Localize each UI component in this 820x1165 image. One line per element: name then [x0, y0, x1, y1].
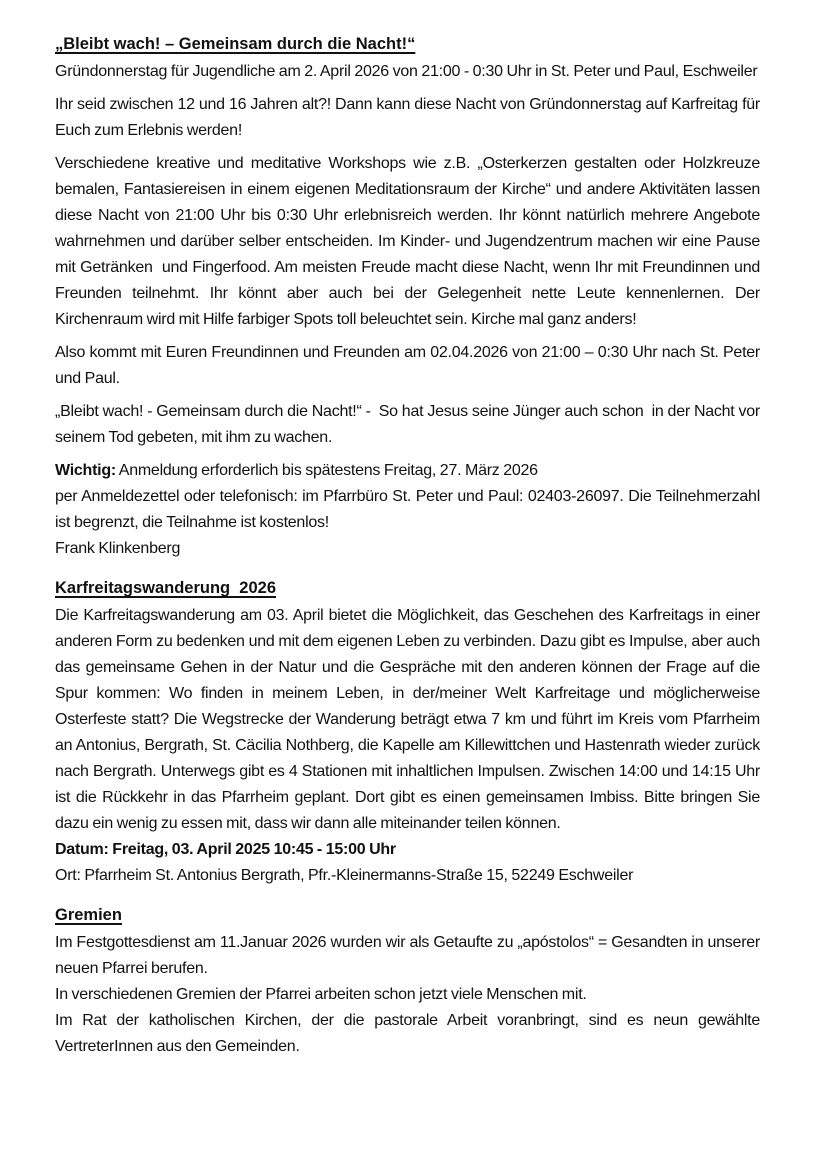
section-gremien: [55, 902, 764, 1060]
heading-karfreitagswanderung: Karfreitagswanderung 2026: [55, 579, 276, 597]
heading-gremien: Gremien: [55, 906, 122, 924]
section-karfreitagswanderung: [55, 575, 764, 889]
paragraph-festgottesdienst: Im Festgottesdienst am 11.Januar 2026 wurden wir als Getaufte zu „apóstolos“ = Gesandten in unserer neuen Pfarrei berufen.: [55, 934, 764, 977]
paragraph-also-kommt: Also kommt mit Euren Freundinnen und Freunden am 02.04.2026 von 21:00 – 0:30 Uhr nach St. Peter und Paul.: [55, 344, 764, 387]
paragraph-workshops: Verschiedene kreative und meditative Workshops wie z.B. „Osterkerzen gestalten oder Holzkreuze bemalen, Fantasiereisen in einem eigenen Meditationsraum der Kirche“ und andere Aktivitäten lassen diese Nacht von 21:00 Uhr bis 0:30 Uhr erlebnisreich werden. Ihr könnt natürlich mehrere Angebote wahrnehmen und darüber selber entscheiden. Im Kinder- und Jugendzentrum machen wir eine Pause mit Getränken und Fingerfood. Am meisten Freude macht diese Nacht, wenn Ihr mit Freundinnen und Freunden teilnehmt. Ihr könnt aber auch bei der Gelegenheit nette Leute kennenlernen. Der Kirchenraum wird mit Hilfe farbiger Spots toll beleuchtet sein. Kirche mal ganz anders!: [55, 155, 764, 328]
paragraph-rat-kirchen: Im Rat der katholischen Kirchen, der die pastorale Arbeit voranbringt, sind es neun gewählte VertreterInnen aus den Gemeinden.: [55, 1012, 764, 1055]
paragraph-jesus-quote: „Bleibt wach! - Gemeinsam durch die Nacht!“ - So hat Jesus seine Jünger auch schon in der Nacht vor seinem Tod gebeten, mit ihm zu wachen.: [55, 403, 764, 446]
paragraph-event-intro: Gründonnerstag für Jugendliche am 2. April 2026 von 21:00 - 0:30 Uhr in St. Peter und Paul, Eschweiler: [55, 63, 758, 80]
paragraph-ort: Ort: Pfarrheim St. Antonius Bergrath, Pfr.-Kleinermanns-Straße 15, 52249 Eschweiler: [55, 867, 634, 884]
paragraph-datum: Datum: Freitag, 03. April 2025 10:45 - 15:00 Uhr: [55, 841, 396, 858]
paragraph-wanderung-main: Die Karfreitagswanderung am 03. April bietet die Möglichkeit, das Geschehen des Karfreitags in einer anderen Form zu bedenken und mit dem eigenen Leben zu verbinden. Dazu gibt es Impulse, aber auch das gemeinsame Gehen in der Natur und die Gespräche mit den anderen können der Frage auf die Spur kommen: Wo finden in meinem Leben, in der/meiner Welt Karfreitage und möglicherweise Osterfeste statt? Die Wegstrecke der Wanderung beträgt etwa 7 km und führt im Kreis vom Pfarrheim an Antonius, Bergrath, St. Cäcilia Nothberg, die Kapelle am Killewittchen und Hastenrath wieder zurück nach Bergrath. Unterwegs gibt es 4 Stationen mit inhaltlichen Impulsen. Zwischen 14:00 und 14:15 Uhr ist die Rückkehr in das Pfarrheim geplant. Dort gibt es einen gemeinsamen Imbiss. Bitte bringen Sie dazu ein wenig zu essen mit, dass wir dann alle miteinander teilen können.: [55, 607, 764, 832]
paragraph-age-invite: Ihr seid zwischen 12 und 16 Jahren alt?! Dann kann diese Nacht von Gründonnerstag auf Karfreitag für Euch zum Erlebnis werden!: [55, 96, 764, 139]
wichtig-label: Wichtig:: [55, 462, 116, 479]
section-bleibt-wach: [55, 31, 764, 562]
paragraph-signature: Frank Klinkenberg: [55, 540, 181, 557]
paragraph-wichtig: [55, 458, 760, 484]
heading-bleibt-wach: „Bleibt wach! – Gemeinsam durch die Nacht!“: [55, 35, 416, 53]
paragraph-gremien-mitarbeit: In verschiedenen Gremien der Pfarrei arbeiten schon jetzt viele Menschen mit.: [55, 986, 587, 1003]
wichtig-text: Anmeldung erforderlich bis spätestens Freitag, 27. März 2026: [115, 462, 538, 479]
paragraph-anmeldung: per Anmeldezettel oder telefonisch: im Pfarrbüro St. Peter und Paul: 02403-26097. Die Teilnehmerzahl ist begrenzt, die Teilnahme ist kostenlos!: [55, 488, 764, 531]
